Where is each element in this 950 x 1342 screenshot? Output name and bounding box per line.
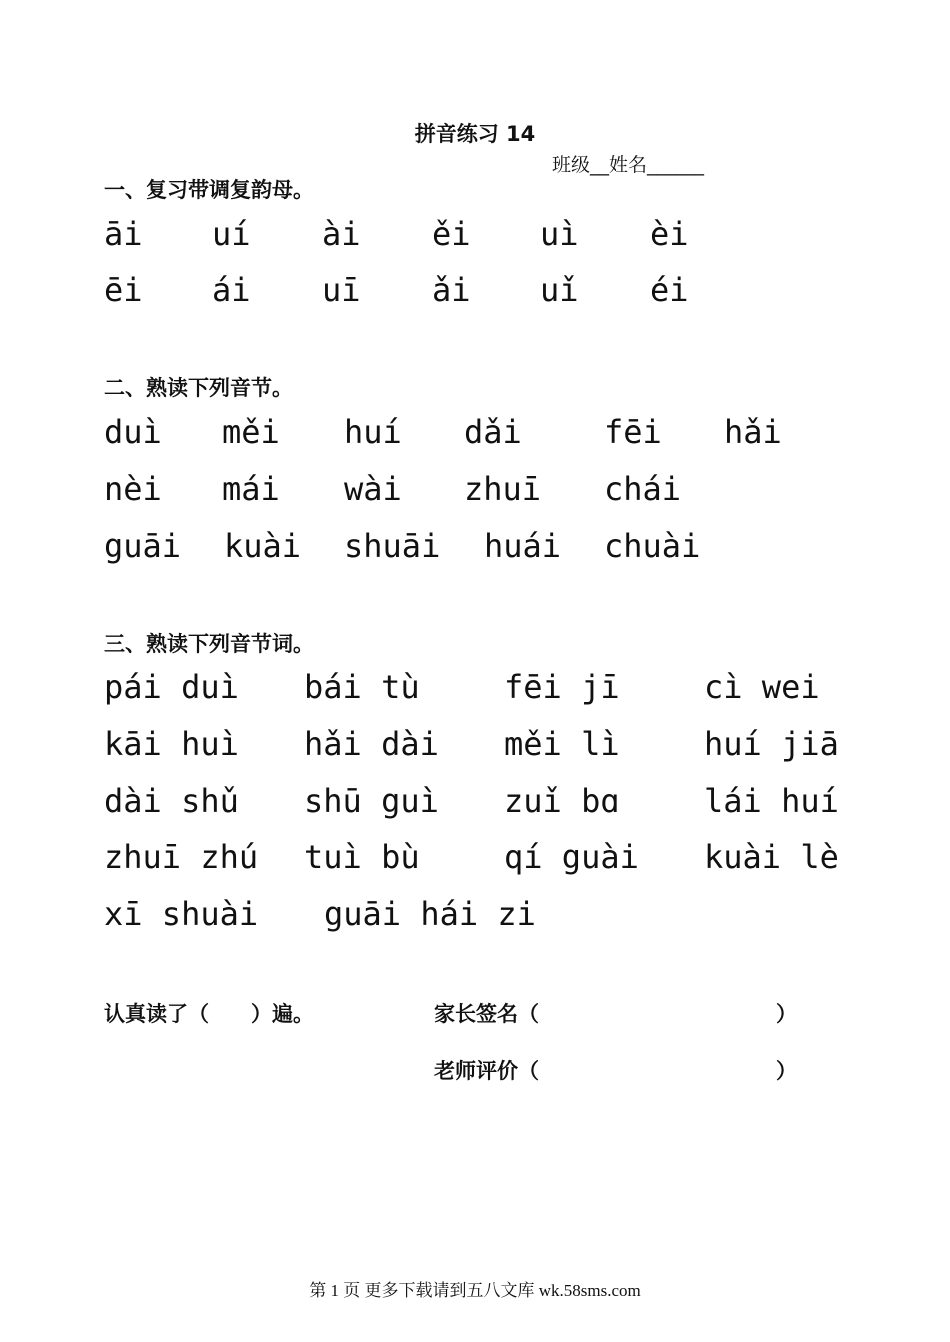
syllable: chái <box>604 470 682 508</box>
word: xī shuài <box>104 895 259 933</box>
word: lái huí <box>704 782 839 820</box>
syllable: nèi <box>104 470 162 508</box>
syllable: duì <box>104 413 162 451</box>
syllable: ǎi <box>432 271 471 309</box>
word: huí jiā <box>704 725 839 763</box>
syllable: mái <box>222 470 280 508</box>
word: cì wei <box>704 668 820 706</box>
section-1-heading: 一、复习带调复韵母。 <box>104 178 314 202</box>
teacher-eval-label: 老师评价（ <box>434 1059 539 1083</box>
syllable: dǎi <box>464 413 522 451</box>
syllable: uǐ <box>540 271 579 309</box>
section-2-heading: 二、熟读下列音节。 <box>104 376 293 400</box>
word: fēi jī <box>504 668 620 706</box>
parent-sign-close: ） <box>776 1002 797 1026</box>
syllable: fēi <box>604 413 662 451</box>
word: guāi hái zi <box>324 895 536 933</box>
syllable: guāi <box>104 527 182 565</box>
page-footer: 第 1 页 更多下载请到五八文库 wk.58sms.com <box>309 1281 641 1300</box>
word: tuì bù <box>304 838 420 876</box>
word: kāi huì <box>104 725 239 763</box>
syllable: ái <box>212 271 251 309</box>
syllable: zhuī <box>464 470 542 508</box>
syllable: wài <box>344 470 402 508</box>
page-title: 拼音练习 14 <box>414 122 536 146</box>
syllable: shuāi <box>344 527 441 565</box>
word: kuài lè <box>704 838 839 876</box>
syllable: āi <box>104 215 143 253</box>
word: pái duì <box>104 668 239 706</box>
syllable: ài <box>322 215 361 253</box>
syllable: chuài <box>604 527 701 565</box>
syllable: uí <box>212 215 251 253</box>
syllable: kuài <box>224 527 302 565</box>
word: zhuī zhú <box>104 838 259 876</box>
parent-sign-label: 家长签名（ <box>434 1002 539 1026</box>
syllable: měi <box>222 413 280 451</box>
word: qí guài <box>504 838 639 876</box>
word: bái tù <box>304 668 420 706</box>
syllable: uì <box>540 215 579 253</box>
syllable: éi <box>650 271 689 309</box>
syllable: huí <box>344 413 402 451</box>
section-3-heading: 三、熟读下列音节词。 <box>104 632 314 656</box>
syllable: hǎi <box>724 413 782 451</box>
word: hǎi dài <box>304 725 439 763</box>
syllable: ěi <box>432 215 471 253</box>
word: zuǐ bɑ <box>504 782 620 820</box>
syllable: èi <box>650 215 689 253</box>
word: shū guì <box>304 782 439 820</box>
syllable: ēi <box>104 271 143 309</box>
word: dài shǔ <box>104 782 239 820</box>
syllable: uī <box>322 271 361 309</box>
teacher-eval-close: ） <box>776 1059 797 1083</box>
syllable: huái <box>484 527 562 565</box>
class-name-line: 班级__姓名______ <box>552 154 705 176</box>
read-times-field: 认真读了（ ）遍。 <box>104 1002 314 1026</box>
word: měi lì <box>504 725 620 763</box>
